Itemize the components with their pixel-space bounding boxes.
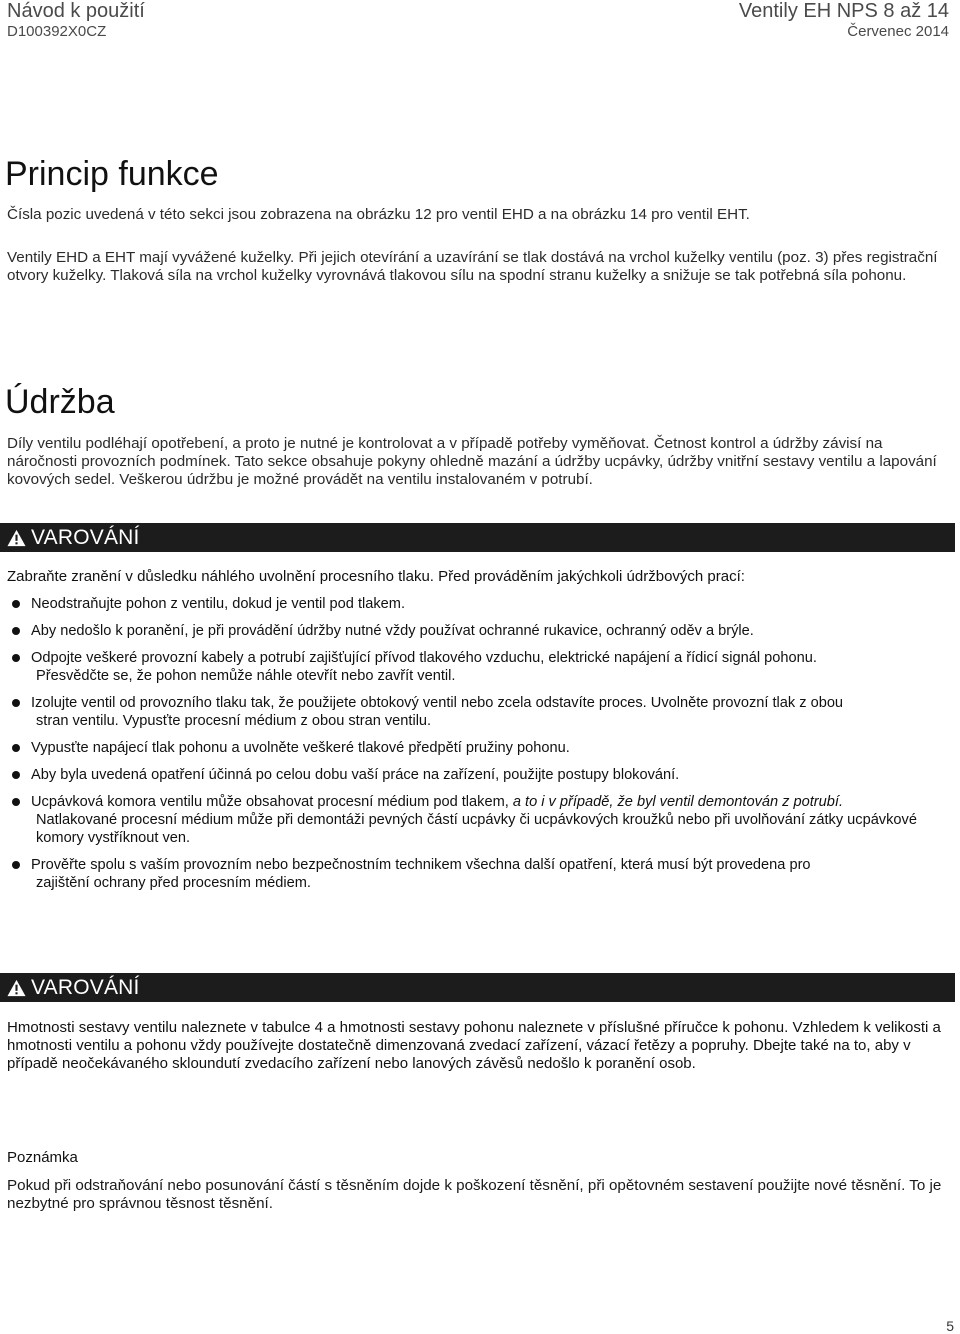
warning-text: Hmotnosti sestavy ventilu naleznete v tabulce 4 a hmotnosti sestavy pohonu naleznete v příslušné příručce k pohonu. Vzhledem k velikosti a hmotnosti ventilu a pohonu vždy používejte dostatečně dimenzovaná zvedací zařízení, vázací řetězy a popruhy. Dbejte také na to, aby v případě neočekávaného skloundutí zvedacího zařízení nebo lanových závěsů nedošlo k poranění osob. [7,1019,941,1072]
warning-triangle-icon [7,529,26,547]
warning-label: VAROVÁNÍ [31,526,140,549]
document-title: Návod k použití [7,0,145,22]
bullet-icon [12,771,20,779]
principle-paragraph-1: Čísla pozic uvedená v této sekci jsou zobrazena na obrázku 12 pro ventil EHD a na obrázku 14 pro ventil EHT. [7,206,750,223]
list-item: Prověřte spolu s vaším provozním nebo bezpečnostním technikem všechna další opatření, která musí být provedena pro zajištění ochrany před procesním médiem. [0,856,945,892]
section-title-principle: Princip funkce [5,155,219,193]
list-item: Odpojte veškeré provozní kabely a potrubí zajišťující přívod tlakového vzduchu, elektrické napájení a řídicí signál pohonu. Přesvědčte se, že pohon nemůže náhle otevřít nebo zavřít ventil. [0,649,945,685]
principle-paragraph-2: Ventily EHD a EHT mají vyvážené kuželky. Při jejich otevírání a uzavírání se tlak dostává na vrchol kuželky ventilu (poz. 3) přes registrační otvory kuželky. Tlaková síla na vrchol kuželky vyrovnává tlakovou sílu na spodní stranu kuželky a snižuje se tak potřebná síla pohonu. [7,249,938,284]
note-title: Poznámka [7,1149,78,1166]
bullet-icon [12,699,20,707]
list-item: Neodstraňujte pohon z ventilu, dokud je ventil pod tlakem. [0,595,945,613]
warning-triangle-icon [7,979,26,997]
page-number: 5 [946,1318,954,1334]
bullet-icon [12,627,20,635]
bullet-icon [12,744,20,752]
warning-list [0,595,945,901]
list-item: Aby nedošlo k poranění, je při provádění údržby nutné vždy používat ochranné rukavice, ochranný oděv a brýle. [0,622,945,640]
bullet-icon [12,798,20,806]
warning-banner [0,973,955,1002]
list-item: Ucpávková komora ventilu může obsahovat procesní médium pod tlakem, a to i v případě, že byl ventil demontován z potrubí. Natlakované procesní médium může při demontáži pevných částí ucpávky či ucpávkových kroužků nebo při uvolňování zátky ucpávkové komory vystříknout ven. [0,793,945,847]
bullet-icon [12,861,20,869]
list-item: Vypusťte napájecí tlak pohonu a uvolněte veškeré tlakové předpětí pružiny pohonu. [0,739,945,757]
note-text: Pokud při odstraňování nebo posunování částí s těsněním dojde k poškození těsnění, při opětovném sestavení použijte nové těsnění. To je nezbytné pro správnou těsnost těsnění. [7,1177,942,1212]
section-title-maintenance: Údržba [5,383,115,421]
list-item: Izolujte ventil od provozního tlaku tak, že použijete obtokový ventil nebo zcela odstavíte proces. Uvolněte provozní tlak z obou stran ventilu. Vypusťte procesní médium z obou stran ventilu. [0,694,945,730]
bullet-icon [12,600,20,608]
bullet-icon [12,654,20,662]
publication-date: Červenec 2014 [847,23,949,40]
warning-label: VAROVÁNÍ [31,976,140,999]
maintenance-paragraph: Díly ventilu podléhají opotřebení, a proto je nutné je kontrolovat a v případě potřeby vyměňovat. Četnost kontrol a údržby závisí na náročnosti provozních podmínek. Tato sekce obsahuje pokyny ohledně mazání a údržby ucpávky, údržby vnitřní sestavy ventilu a lapování kovových sedel. Veškerou údržbu je možné provádět na ventilu instalovaném v potrubí. [7,435,937,488]
warning-banner [0,523,955,552]
list-item: Aby byla uvedená opatření účinná po celou dobu vaší práce na zařízení, použijte postupy blokování. [0,766,945,784]
document-code: D100392X0CZ [7,23,107,40]
product-name: Ventily EH NPS 8 až 14 [738,0,949,22]
warning-lead: Zabraňte zranění v důsledku náhlého uvolnění procesního tlaku. Před prováděním jakýchkoli údržbových prací: [7,568,745,585]
